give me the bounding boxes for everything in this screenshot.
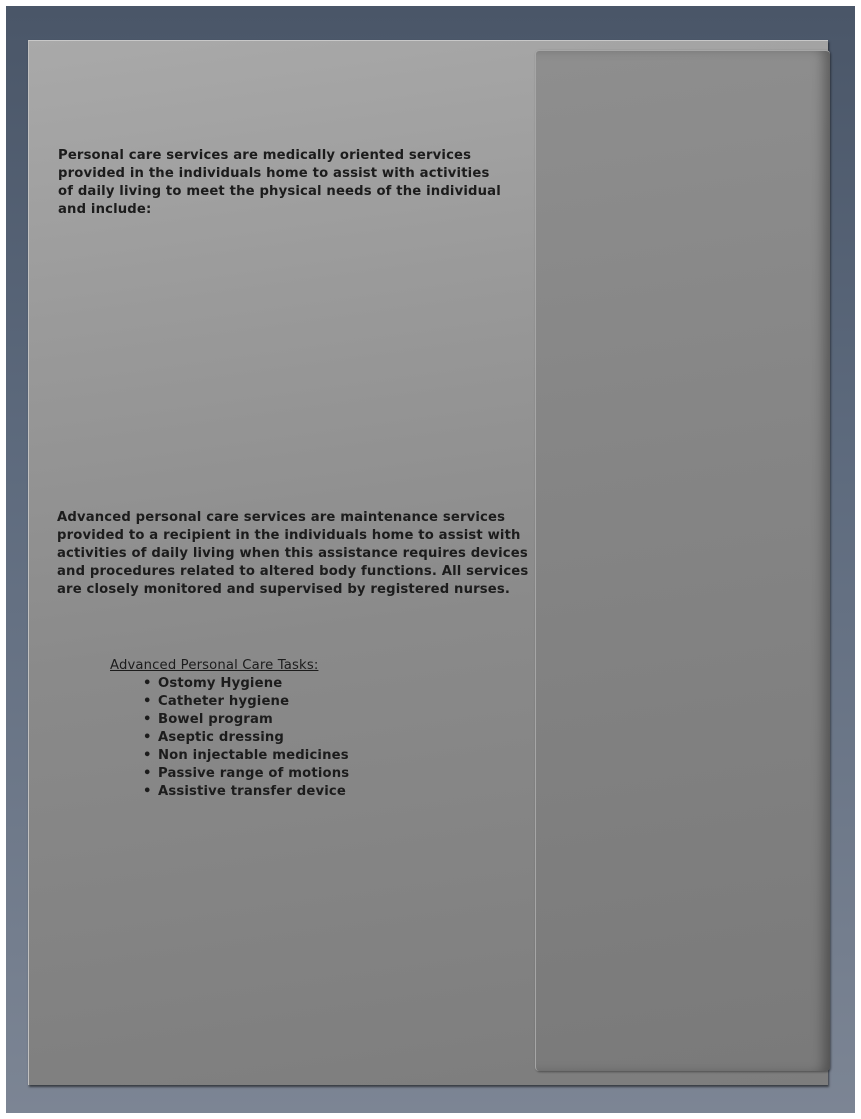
task-label: Aseptic dressing xyxy=(158,730,285,745)
task-label: Assistive transfer device xyxy=(158,784,346,799)
list-item xyxy=(140,675,349,693)
bullet-icon: • xyxy=(143,712,152,727)
sidebar-panel xyxy=(535,50,830,1071)
advanced-care-paragraph: Advanced personal care services are maintenance services provided to a recipient in the individuals home to assist with activities of daily living when this assistance requires devices and procedures related to altered body functions. All services are closely monitored and supervised by registered nurses. xyxy=(57,510,529,597)
task-label: Ostomy Hygiene xyxy=(158,676,283,691)
bullet-icon: • xyxy=(143,766,152,781)
bullet-icon: • xyxy=(143,748,152,763)
bullet-icon: • xyxy=(143,676,152,691)
list-item xyxy=(140,765,349,783)
tasks-heading: Advanced Personal Care Tasks: xyxy=(110,658,319,673)
list-item xyxy=(140,729,349,747)
bullet-icon: • xyxy=(143,730,152,745)
intro-paragraph: Personal care services are medically oriented services provided in the individuals home to assist with activities of daily living to meet the physical needs of the individual and include: xyxy=(58,148,501,217)
task-label: Bowel program xyxy=(158,712,273,727)
task-label: Catheter hygiene xyxy=(158,694,290,709)
task-label: Passive range of motions xyxy=(158,766,350,781)
list-item xyxy=(140,783,349,801)
bullet-icon: • xyxy=(143,784,152,799)
task-label: Non injectable medicines xyxy=(158,748,349,763)
list-item xyxy=(140,693,349,711)
bullet-icon: • xyxy=(143,694,152,709)
list-item xyxy=(140,711,349,729)
list-item xyxy=(140,747,349,765)
tasks-list xyxy=(140,675,349,801)
